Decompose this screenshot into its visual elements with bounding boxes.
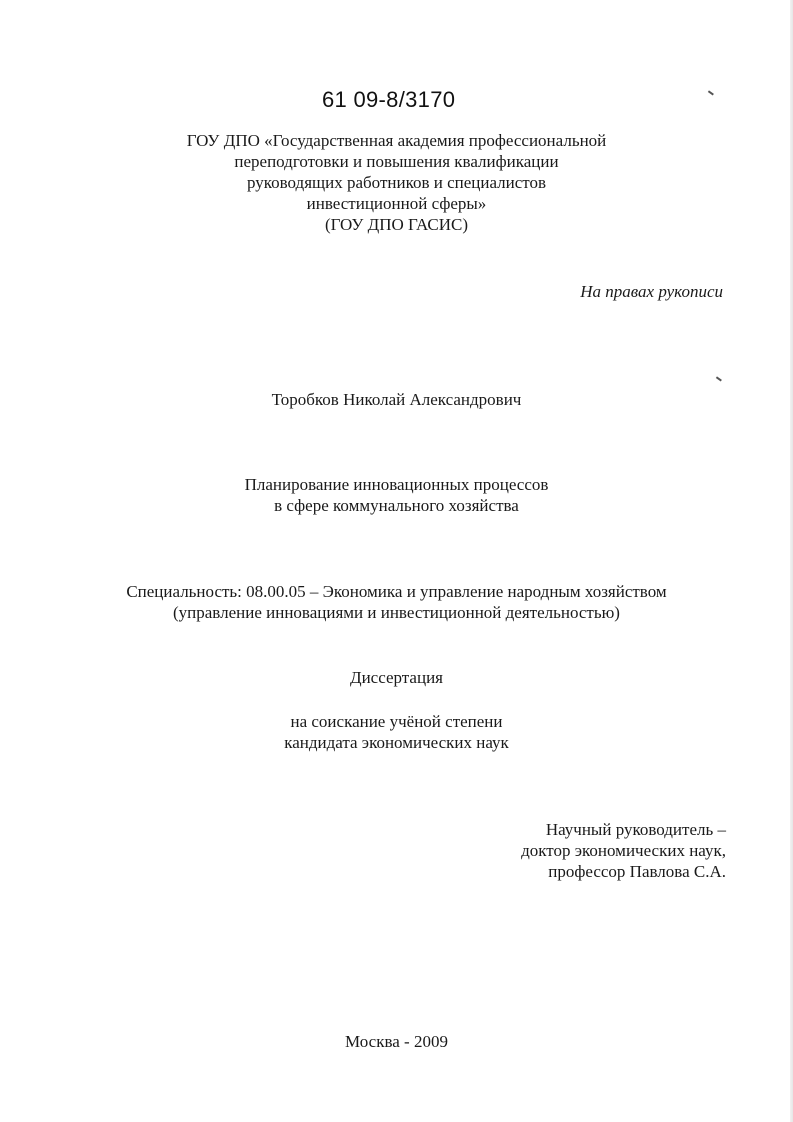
institution-line: ГОУ ДПО «Государственная академия профессиональной bbox=[186, 131, 607, 150]
document-type-block bbox=[0, 667, 793, 688]
author-name: Торобков Николай Александрович bbox=[271, 390, 522, 409]
scan-speck bbox=[716, 376, 722, 381]
manuscript-note: На правах рукописи bbox=[580, 282, 723, 301]
degree-block bbox=[0, 711, 793, 753]
specialty-line: Специальность: 08.00.05 – Экономика и управление народным хозяйством bbox=[126, 582, 667, 601]
supervisor-line: доктор экономических наук, bbox=[521, 841, 726, 860]
title-block bbox=[0, 474, 793, 516]
document-type: Диссертация bbox=[349, 668, 443, 687]
scan-speck bbox=[708, 90, 714, 95]
supervisor-line: профессор Павлова С.А. bbox=[548, 862, 726, 881]
place-year: Москва - 2009 bbox=[345, 1032, 448, 1051]
degree-line: кандидата экономических наук bbox=[284, 733, 509, 752]
institution-block bbox=[0, 130, 793, 235]
supervisor-block bbox=[521, 819, 726, 882]
catalog-number: 61 09-8/3170 bbox=[322, 87, 456, 112]
institution-line: инвестиционной сферы» bbox=[306, 194, 487, 213]
specialty-line: (управление инновациями и инвестиционной деятельностью) bbox=[173, 603, 620, 622]
dissertation-title-line: Планирование инновационных процессов bbox=[244, 475, 549, 494]
supervisor-line: Научный руководитель – bbox=[545, 820, 726, 839]
institution-abbreviation: (ГОУ ДПО ГАСИС) bbox=[324, 215, 469, 234]
institution-line: переподготовки и повышения квалификации bbox=[234, 152, 559, 171]
institution-line: руководящих работников и специалистов bbox=[246, 173, 547, 192]
degree-line: на соискание учёной степени bbox=[290, 712, 503, 731]
specialty-block bbox=[0, 581, 793, 623]
place-year-block bbox=[0, 1031, 793, 1052]
author-block bbox=[0, 389, 793, 410]
dissertation-title-line: в сфере коммунального хозяйства bbox=[274, 496, 519, 515]
